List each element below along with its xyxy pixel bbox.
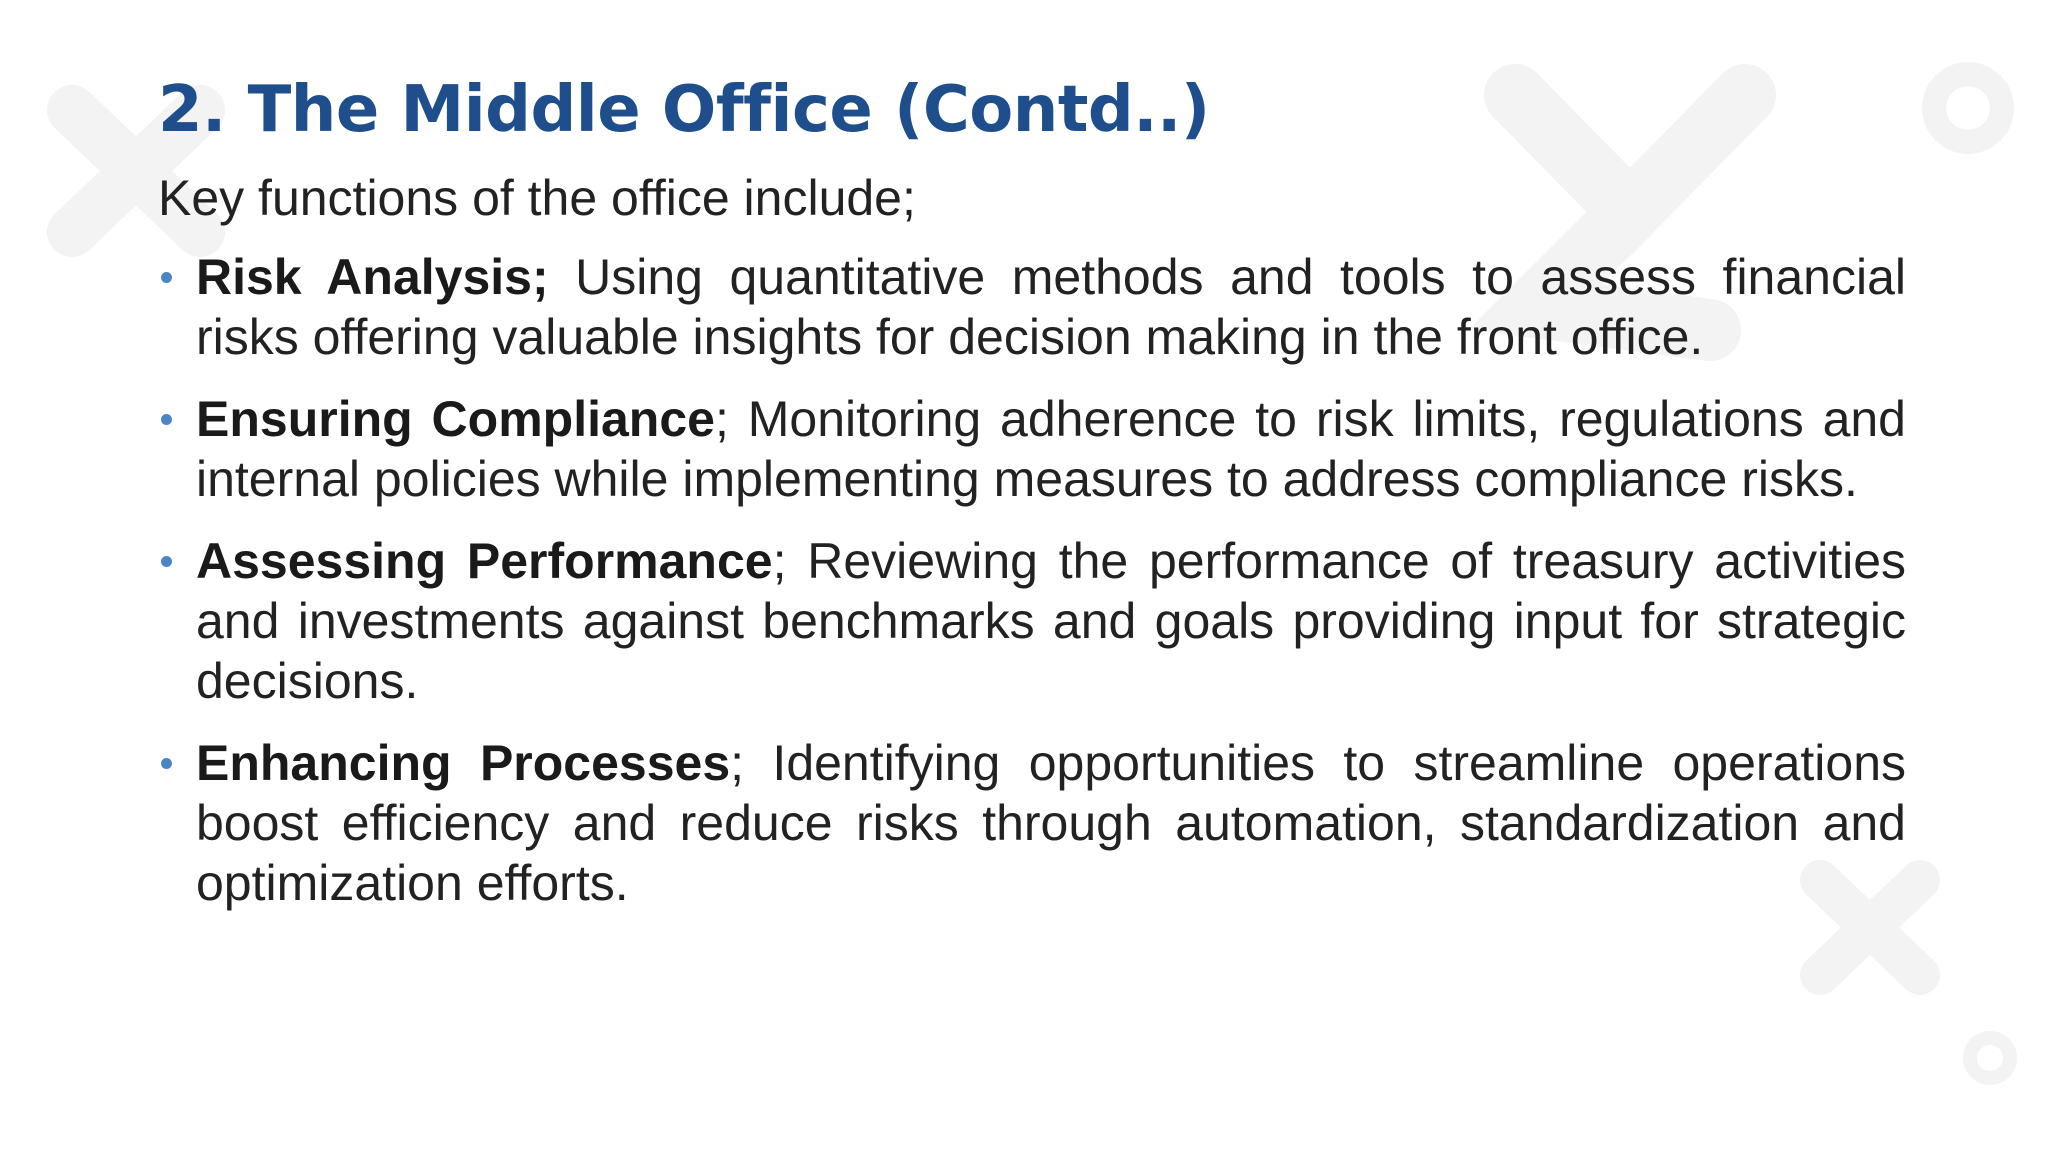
bullet-point-icon: [161, 556, 172, 567]
bullet-item-assessing-performance: [158, 531, 1906, 711]
bullet-description: Using quantitative methods and tools to assess financial risks offering valuable insights for decision making in the front office.: [196, 249, 1906, 365]
bullet-item-risk-analysis: [158, 247, 1906, 367]
slide-title: 2. The Middle Office (Contd..): [158, 73, 1210, 147]
bullet-separator: ;: [730, 735, 745, 791]
circle-shape-icon: [1934, 74, 2002, 142]
circle-shape-icon: [1970, 1038, 2010, 1078]
slide-body: [158, 168, 1906, 935]
bullet-term: Ensuring Compliance: [196, 391, 715, 447]
bullet-description: Monitoring adherence to risk limits, regulations and internal policies while implementing measures to address compliance risks.: [196, 391, 1906, 507]
bullet-description: Reviewing the performance of treasury activities and investments against benchmarks and goals providing input for strategic decisions.: [196, 533, 1907, 709]
bullet-point-icon: [161, 414, 172, 425]
bullet-separator: ;: [714, 391, 729, 447]
bullet-term: Enhancing Processes: [196, 735, 731, 791]
intro-text: Key functions of the office include;: [158, 170, 916, 226]
bullet-separator: ;: [772, 533, 787, 589]
bullet-point-icon: [161, 758, 172, 769]
bullet-term: Assessing Performance: [196, 533, 773, 589]
bullet-item-ensuring-compliance: [158, 389, 1906, 509]
bullet-list: [158, 247, 1906, 913]
bullet-description: Identifying opportunities to streamline operations boost efficiency and reduce risks through automation, standardization and optimization efforts.: [196, 735, 1906, 911]
bullet-item-enhancing-processes: [158, 733, 1906, 913]
bullet-term: Risk Analysis;: [196, 249, 549, 305]
bullet-point-icon: [161, 272, 172, 283]
